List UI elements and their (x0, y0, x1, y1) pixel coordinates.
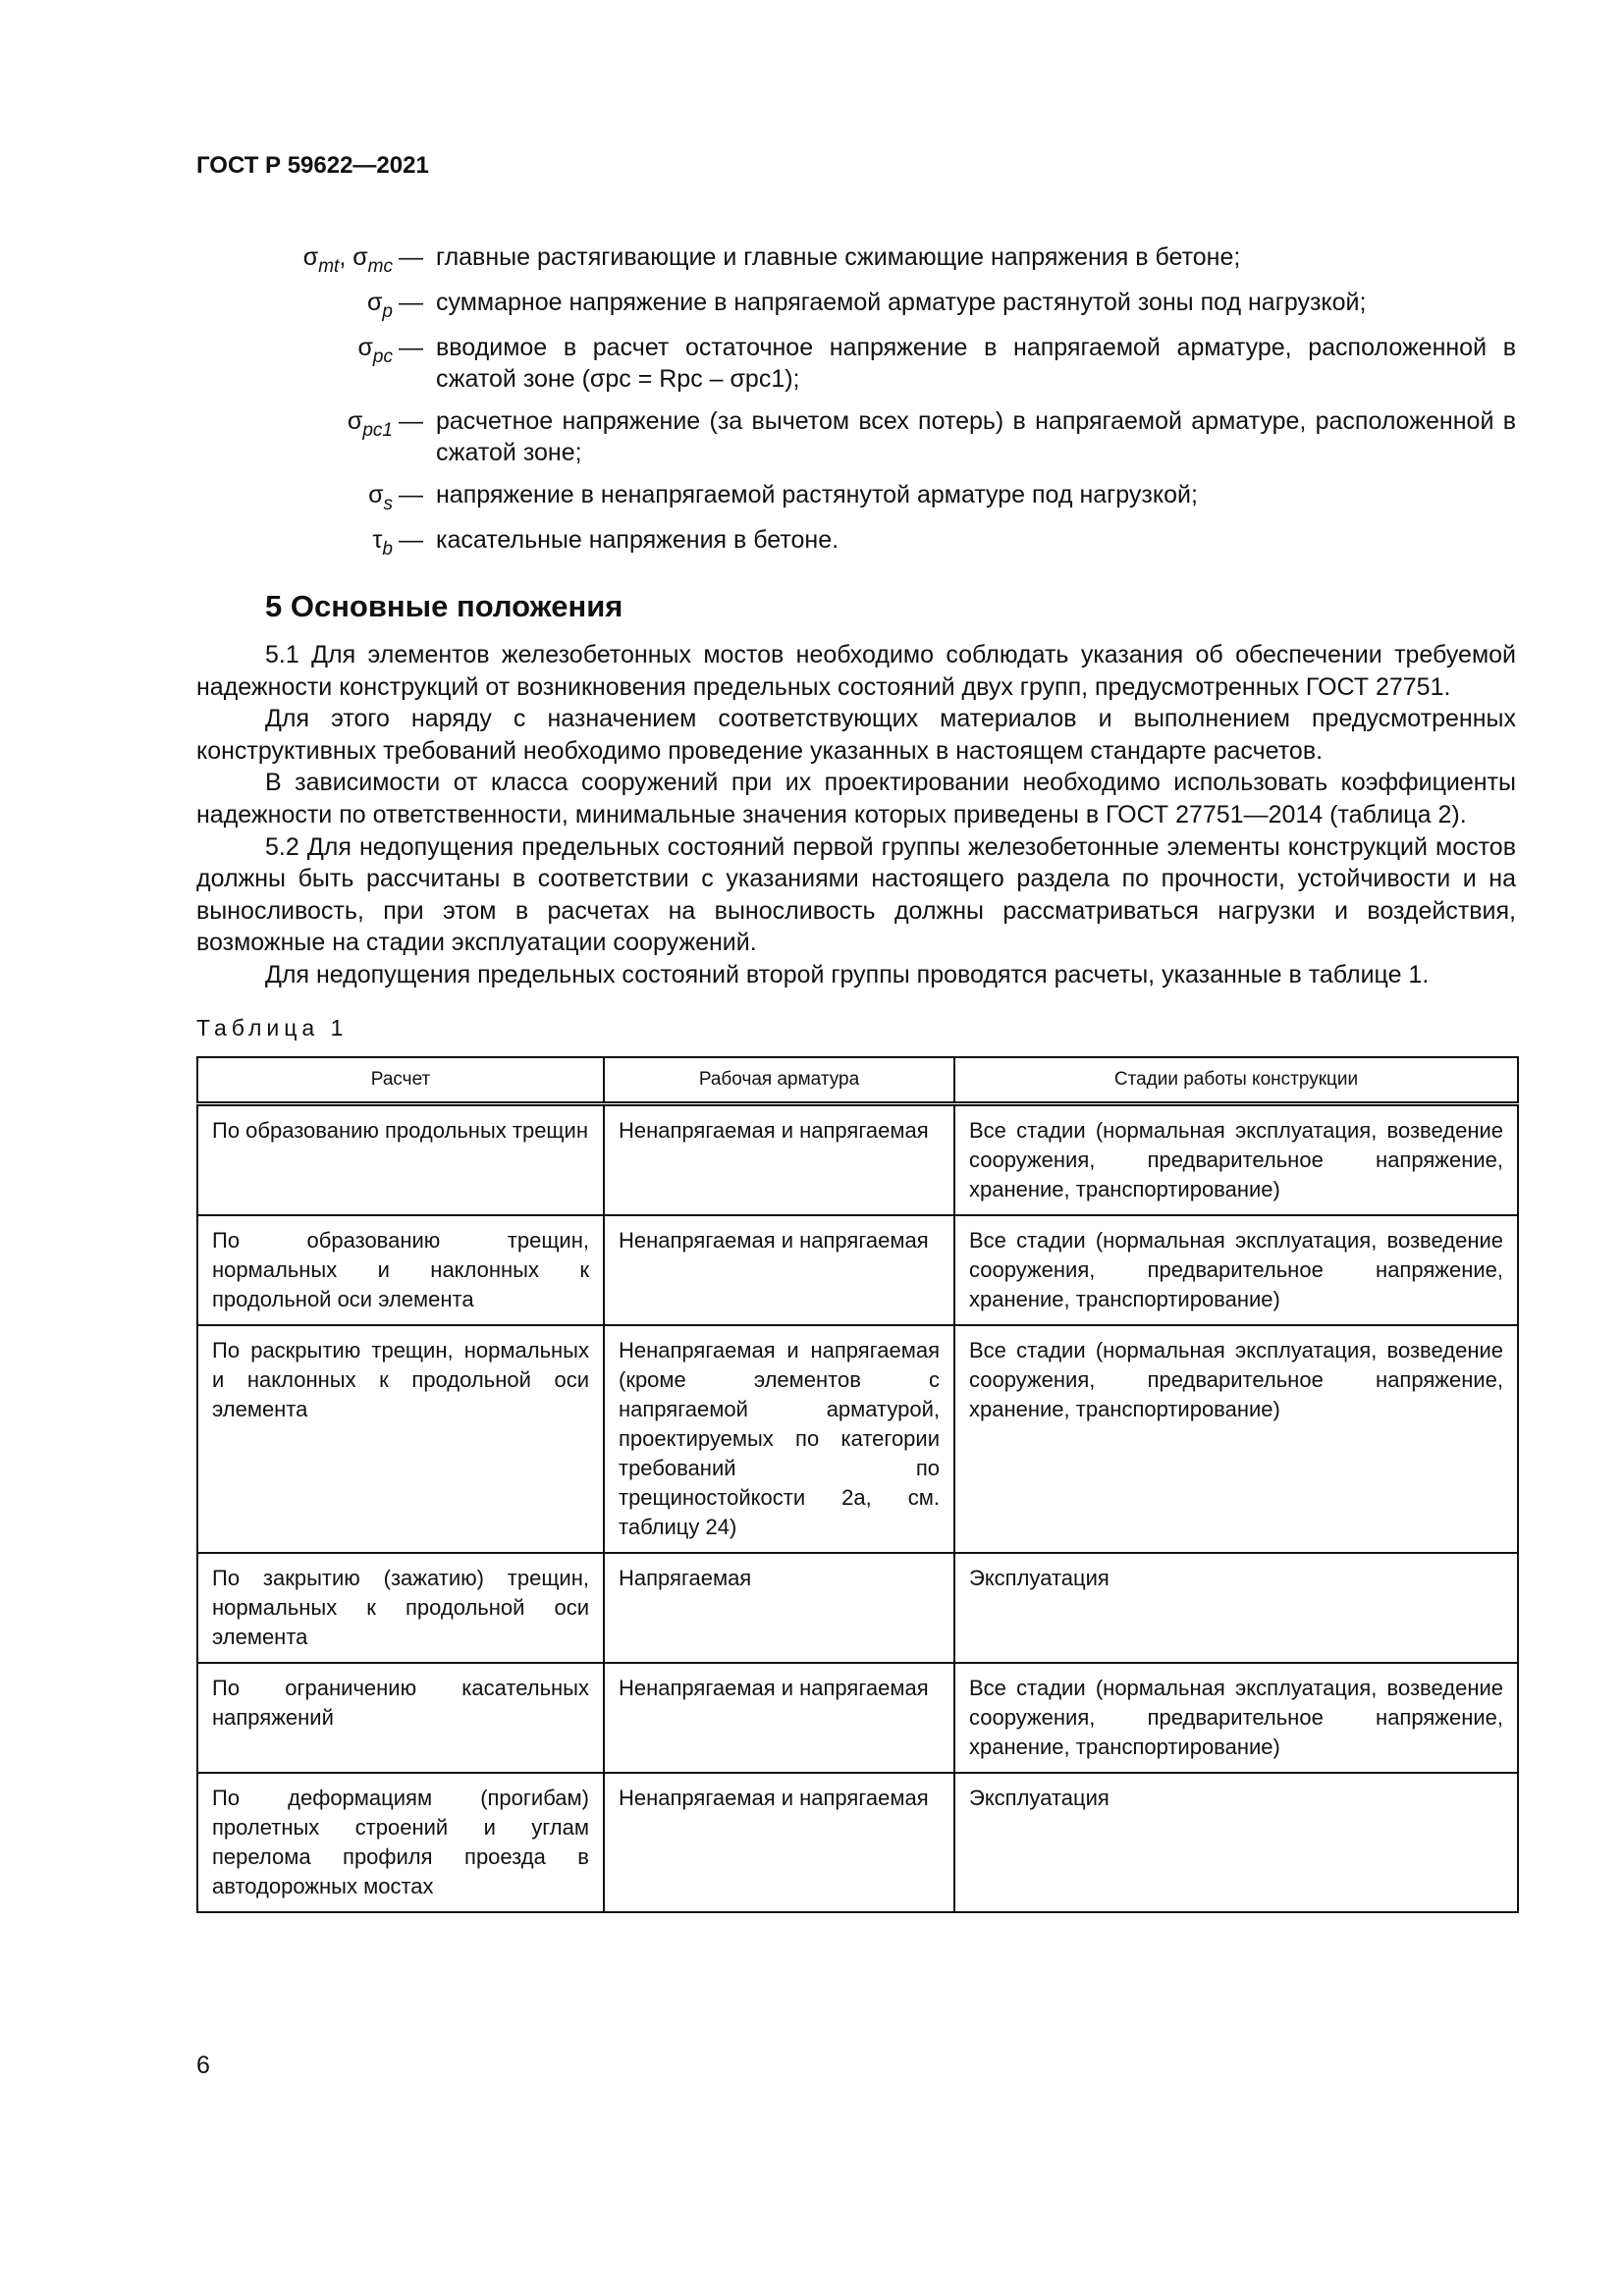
symbol: $\sigma_{pc}$ (357, 334, 393, 367)
paragraph: Для недопущения предельных состояний второй группы проводятся расчеты, указанные в таблице 1. (265, 960, 1430, 988)
section-body (196, 639, 1516, 991)
table-header-row (197, 1057, 1518, 1104)
table-caption: Таблица 1 (196, 1014, 349, 1041)
symbol: $\sigma_p$ (366, 289, 393, 322)
dash: — (399, 407, 423, 435)
paragraph: 5.2 Для недопущения предельных состояний первой группы железобетонные элементы конструкций мостов должны быть рассчитаны в соответствии с указаниями настоящего раздела по прочности, устойчивости и на выносливость, при этом в расчетах на выносливость должны рассматриваться нагрузки и воздействия, возможные на стадии эксплуатации сооружений. (196, 832, 1516, 957)
symbol-description: вводимое в расчет остаточное напряжение в напрягаемой арматуре, расположенной в сжатой зоне (σpc = Rpc – σpc1); (436, 334, 1516, 393)
dash: — (399, 481, 423, 508)
dash: — (399, 243, 423, 271)
column-header: Расчет (197, 1057, 604, 1104)
dash: — (399, 334, 423, 361)
table-cell: По раскрытию трещин, нормальных и наклонных к продольной оси элемента (197, 1325, 604, 1553)
symbol: $\tau_b$ (372, 526, 393, 560)
symbol-list (196, 241, 1516, 559)
table-cell: Эксплуатация (954, 1773, 1518, 1912)
column-header: Стадии работы конструкции (954, 1057, 1518, 1104)
symbol-entry (196, 405, 1516, 468)
table-cell: Все стадии (нормальная эксплуатация, возведение сооружения, предварительное напряжение, хранение, транспортирование) (954, 1103, 1518, 1215)
paragraph: В зависимости от класса сооружений при их проектировании необходимо использовать коэффициенты надежности по ответственности, минимальные значения которых приведены в ГОСТ 27751—2014 (таблица 2). (196, 769, 1516, 828)
column-header: Рабочая арматура (604, 1057, 954, 1104)
section-title: 5 Основные положения (265, 589, 623, 623)
dash: — (399, 526, 423, 554)
table-row (197, 1215, 1518, 1325)
table-cell: По ограничению касательных напряжений (197, 1663, 604, 1773)
symbol-entry (196, 479, 1516, 513)
table-cell: Напрягаемая (604, 1553, 954, 1663)
symbol-description: расчетное напряжение (за вычетом всех потерь) в напрягаемой арматуре, расположенной в сжатой зоне; (436, 407, 1516, 466)
symbol: $\sigma_{pc1}$ (347, 407, 393, 441)
table-row (197, 1773, 1518, 1912)
table-cell: Эксплуатация (954, 1553, 1518, 1663)
symbol-description: суммарное напряжение в напрягаемой арматуре растянутой зоны под нагрузкой; (436, 289, 1367, 316)
table-cell: Все стадии (нормальная эксплуатация, возведение сооружения, предварительное напряжение, хранение, транспортирование) (954, 1663, 1518, 1773)
table-cell: По образованию продольных трещин (197, 1103, 604, 1215)
symbol: $\sigma_{mt}$, $\sigma_{mc}$ (302, 243, 393, 277)
symbol-entry (196, 332, 1516, 395)
symbol-description: касательные напряжения в бетоне. (436, 526, 839, 554)
table-1 (196, 1056, 1519, 1913)
page-number: 6 (196, 2051, 210, 2079)
symbol-description: главные растягивающие и главные сжимающие напряжения в бетоне; (436, 243, 1241, 271)
table-cell: По образованию трещин, нормальных и наклонных к продольной оси элемента (197, 1215, 604, 1325)
table-row (197, 1103, 1518, 1215)
table-cell: Все стадии (нормальная эксплуатация, возведение сооружения, предварительное напряжение, хранение, транспортирование) (954, 1215, 1518, 1325)
symbol-entry (196, 241, 1516, 276)
document-header: ГОСТ Р 59622—2021 (196, 152, 429, 179)
table-cell: Ненапрягаемая и напрягаемая (604, 1215, 954, 1325)
table-cell: Ненапрягаемая и напрягаемая (кроме элементов с напрягаемой арматурой, проектируемых по категории требований по трещиностойкости 2а, см. таблицу 24) (604, 1325, 954, 1553)
table-cell: Все стадии (нормальная эксплуатация, возведение сооружения, предварительное напряжение, хранение, транспортирование) (954, 1325, 1518, 1553)
table-cell: Ненапрягаемая и напрягаемая (604, 1663, 954, 1773)
table-row (197, 1325, 1518, 1553)
paragraph: Для этого наряду с назначением соответствующих материалов и выполнением предусмотренных конструктивных требований необходимо проведение указанных в настоящем стандарте расчетов. (196, 705, 1516, 765)
symbol: $\sigma_s$ (368, 481, 393, 514)
table-cell: Ненапрягаемая и напрягаемая (604, 1103, 954, 1215)
symbol-entry (196, 524, 1516, 559)
dash: — (399, 289, 423, 316)
table-body (197, 1103, 1518, 1912)
table-row (197, 1553, 1518, 1663)
symbol-description: напряжение в ненапрягаемой растянутой арматуре под нагрузкой; (436, 481, 1198, 508)
paragraph: 5.1 Для элементов железобетонных мостов необходимо соблюдать указания об обеспечении требуемой надежности конструкций от возникновения предельных состояний двух групп, предусмотренных ГОСТ 27751. (196, 641, 1516, 701)
table-cell: Ненапрягаемая и напрягаемая (604, 1773, 954, 1912)
table-cell: По деформациям (прогибам) пролетных строений и углам перелома профиля проезда в автодорожных мостах (197, 1773, 604, 1912)
document-page (196, 0, 1516, 2139)
table-row (197, 1663, 1518, 1773)
symbol-entry (196, 287, 1516, 321)
table-cell: По закрытию (зажатию) трещин, нормальных к продольной оси элемента (197, 1553, 604, 1663)
